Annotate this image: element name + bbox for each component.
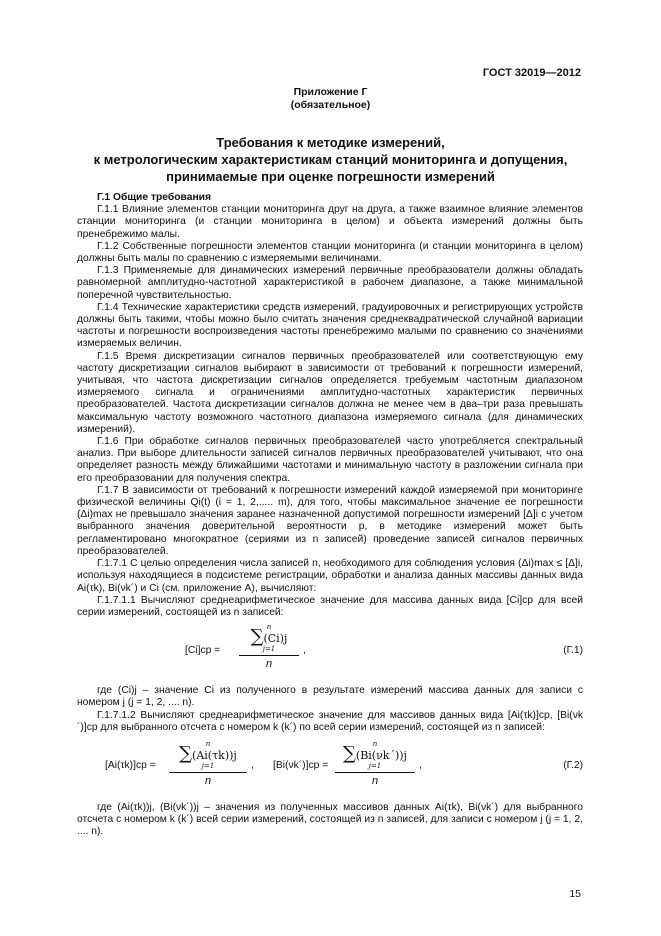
title-line-1: Требования к методике измерений,	[216, 135, 445, 150]
formula-g1-numerator	[239, 623, 299, 653]
paragraph-ai-bi-definition: где (Ai(τk))j, (Bi(νk´))j – значения из полученных массивов данных Ai(τk), Bi(νk´) для выбранного отсчета с номером k (k´) всей серии измерений, состоящей из n записей, для записи с номером j (j = 1, 2, .... n).	[77, 801, 583, 838]
formula-g2a-denominator: n	[204, 775, 212, 788]
page-number: 15	[569, 888, 581, 900]
formula-g2a-bar	[169, 772, 247, 773]
appendix-status: (обязательное)	[290, 99, 371, 111]
formula-g2a-lhs: [Ai(τk)]ср =	[105, 759, 156, 771]
standard-number: ГОСТ 32019—2012	[482, 67, 581, 79]
document-title	[40, 134, 621, 185]
formula-g2b-lhs: [Bi(νk´)]ср =	[273, 759, 329, 771]
formula-g1-number: (Г.1)	[563, 645, 583, 657]
title-line-2: к метрологическим характеристикам станций мониторинга и допущения,	[93, 152, 568, 167]
paragraph-g-1-5: Г.1.5 Время дискретизации сигналов первичных преобразователей или соответствующую ему частоту дискретизации сигналов выбирают в зависимости от требований к погрешности измерений, учитывая, что частота дискретизации сигналов определяется требуемым частотным диапазоном измеряемого сигнала и ограничениями амплитудно-частотных характеристик первичных преобразователей. Частота дискретизации сигналов должна не менее чем в два–три раза превышать максимальную частоту возможного частотного диапазона измеряемого сигнала (для динамических измерений).	[77, 350, 583, 435]
formula-g2b-numerator	[335, 740, 415, 770]
paragraph-g-1-7-1: Г.1.7.1 С целью определения числа записей n, необходимого для соблюдения условия (Δi)max ≤ [Δ]i, используя находящиеся в подсистеме регистрации, обработки и анализа данных массивы данных вида Ai(τk), Bi(νk´) и Ci (см. приложение А), вычисляют:	[77, 558, 583, 594]
paragraph-g-1-7-1-1	[77, 595, 583, 619]
formula-g2a-sigma: ∑	[179, 742, 193, 764]
appendix-name: Приложение Г	[293, 86, 368, 98]
title-line-3: принимаемые при оценке погрешности измерений	[166, 169, 495, 184]
formula-g2b-fraction	[335, 740, 415, 787]
formula-g2b-sigma: ∑	[343, 742, 356, 764]
section-heading: Г.1 Общие требования	[97, 192, 212, 203]
formula-g2a-sum-top: n	[205, 739, 211, 748]
formula-g2	[77, 740, 583, 796]
paragraph-g-1-1: Г.1.1 Влияние элементов станции мониторинга друг на друга, а также взаимное влияние элементов станции мониторинга (и станции мониторинга в целом) и объекта измерений должны быть пренебрежимо малы.	[77, 204, 583, 240]
paragraph-g-1-4: Г.1.4 Технические характеристики средств измерений, градуировочных и регистрирующих устройств должны быть такими, чтобы можно было считать значения среднеквадратической случайной вариации частоты и погрешности воспроизведения частоты пренебрежимо малыми по сравнению со значениями измеряемых величин.	[77, 301, 583, 350]
formula-g2b-denominator: n	[371, 775, 379, 788]
paragraph-g-1-6: Г.1.6 При обработке сигналов первичных преобразователей часто употребляется спектральный анализ. При выборе длительности записей сигналов первичных преобразователей учитывают, что она определяет разность между ближайшими частотами и минимальную частоту в разложении сигнала при его преобразовании для получения спектра.	[77, 436, 583, 484]
paragraph-g-1-7-1-2: Г.1.7.1.2 Вычисляют среднеарифметическое значение для массивов данных вида [Ai(τk)]ср, [Bi(νk´)]ср для выбранного отсчета с номером k (k´) по всей серии измерений, состоящей из n записей:	[77, 709, 583, 733]
p9-end: для всей серии измерений, состоящей из n записей:	[77, 594, 583, 618]
formula-g2b-term: (Bi(νk´))j	[355, 748, 407, 762]
document-body	[77, 192, 583, 839]
formula-g1-sum-top: n	[266, 623, 272, 632]
formula-g2a-tail: ,	[251, 759, 254, 771]
formula-g1-bar	[239, 655, 299, 656]
paragraph-g-1-2: Г.1.2 Собственные погрешности элементов станции мониторинга (и станции мониторинга в целом) должны быть малы по сравнению с измеряемыми величинами.	[77, 240, 583, 265]
formula-g1-fraction	[239, 623, 299, 670]
paragraph-g-1-7: Г.1.7 В зависимости от требований к погрешности измерений каждой измеряемой при мониторинге физической величины Qi(t) (i = 1, 2,..... m), для того, чтобы максимальное значение ее погрешности (Δi)max не превышало значения заранее назначенной допустимой погрешности измерений [Δ]i с учетом выбранного значения доверительной вероятности p, в методике измерений может быть регламентировано многократное (сериями из n записей) проведение записей сигналов первичных преобразователей.	[77, 484, 583, 557]
p9-start: Г.1.7.1.1 Вычисляют среднеарифметическое значение для массива данных вида	[97, 594, 507, 606]
formula-g2a-fraction	[169, 740, 247, 787]
formula-g2b-sum-bottom: j=1	[368, 762, 382, 771]
formula-g2a-numerator	[169, 740, 247, 770]
formula-g1-sum-bottom: j=1	[262, 645, 276, 654]
formula-g1-lhs: [Ci]ср =	[185, 645, 221, 657]
inline-ci-mean: [Ci]ср	[506, 594, 533, 606]
formula-g2b-bar	[335, 772, 415, 773]
paragraph-g-1-3: Г.1.3 Применяемые для динамических измерений первичные преобразователи должны обладать равномерной амплитудно-частотной характеристикой в рабочем диапазоне, а также минимальной поперечной чувствительностью.	[77, 265, 583, 301]
formula-g1-tail: ,	[303, 645, 306, 657]
formula-g2b-sum-top: n	[372, 739, 378, 748]
formula-g2a-term: (Ai(τk))j	[192, 748, 237, 762]
formula-g2b-tail: ,	[419, 759, 422, 771]
formula-g2-number: (Г.2)	[563, 759, 583, 771]
paragraph-ci-definition: где (Ci)j – значение Ci из полученного в результате измерений массива данных для записи с номером j (j = 1, 2, .... n).	[77, 685, 583, 709]
formula-g1-term: (Ci)j	[263, 632, 288, 646]
formula-g1-sigma: ∑	[250, 626, 264, 648]
formula-g1-denominator: n	[265, 658, 273, 671]
formula-g1	[77, 623, 583, 681]
formula-g2a-sum-bottom: j=1	[201, 762, 215, 771]
